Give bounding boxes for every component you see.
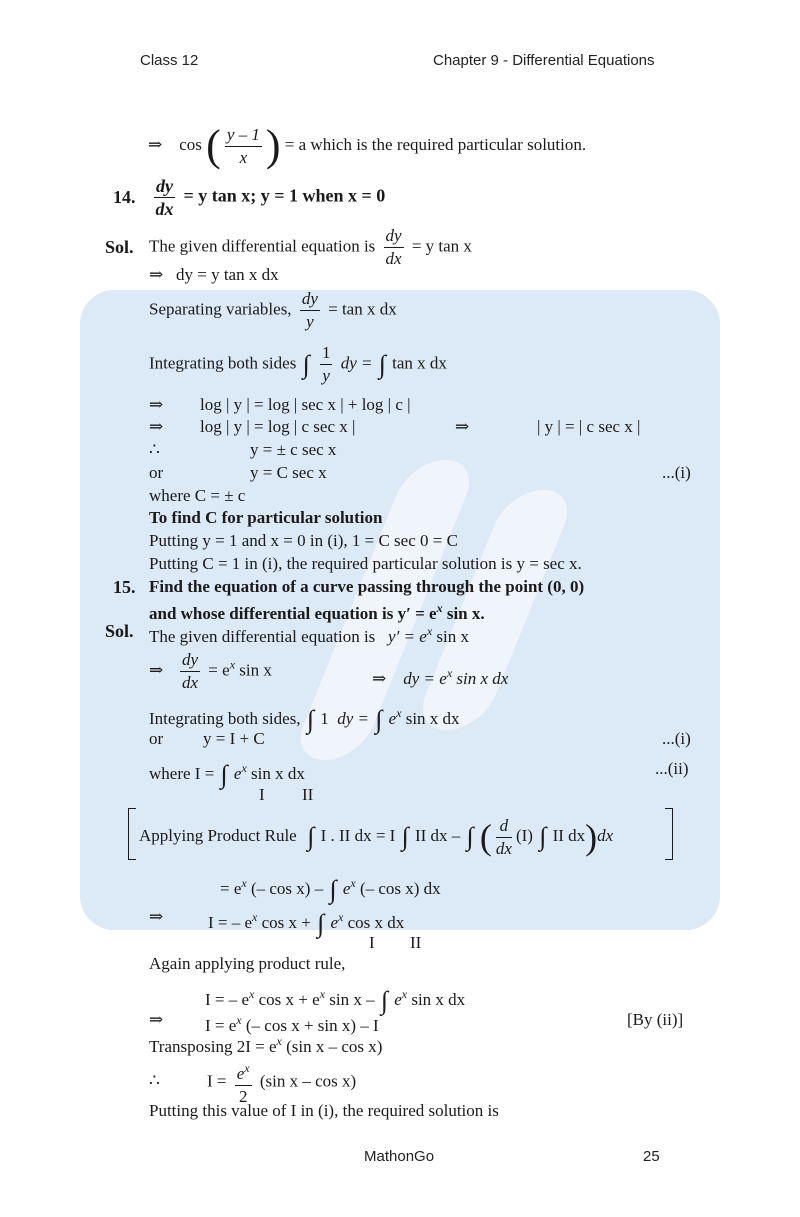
implies-symbol: ⇒ <box>149 395 164 414</box>
footer-brand: MathonGo <box>364 1148 435 1165</box>
numerator <box>235 1058 252 1086</box>
or-label: or <box>149 463 164 482</box>
denominator: x <box>239 147 248 167</box>
text: I = e <box>205 1016 237 1035</box>
text: dy = <box>340 353 373 373</box>
implies-symbol: ⇒ <box>148 134 163 154</box>
text: I = <box>207 1071 227 1091</box>
integral-symbol: ∫ <box>317 909 325 939</box>
sol-label-15: Sol. <box>105 621 134 641</box>
q15-step3 <box>208 907 405 939</box>
integral-symbol: ∫ <box>401 822 409 851</box>
text: Transposing 2I = e <box>149 1037 277 1056</box>
text: = y tan x <box>411 236 472 256</box>
superscript: x <box>229 657 236 672</box>
integral-symbol: ∫ <box>329 875 337 905</box>
putting-line-2: Putting C = 1 in (i), the required particular solution is y = sec x. <box>149 554 582 573</box>
text: (I) <box>515 825 533 845</box>
text: Integrating both sides <box>149 353 297 373</box>
therefore-symbol: ∴ <box>149 1071 160 1090</box>
integral-symbol: ∫ <box>307 822 315 851</box>
text: (– cos x) dx <box>355 879 441 898</box>
statement-text: = y tan x; y = 1 when x = 0 <box>183 185 386 206</box>
class-label: Class 12 <box>140 52 199 69</box>
equation-ref-i: ...(i) <box>662 463 691 482</box>
fraction <box>225 125 262 168</box>
implies-symbol: ⇒ <box>455 417 470 436</box>
q15-step2 <box>220 873 441 905</box>
question-number-15: 15. <box>113 577 136 597</box>
bracket-left <box>128 808 136 860</box>
question-number-14: 14. <box>113 187 136 207</box>
superscript: x <box>236 1013 242 1027</box>
superscript: x <box>338 910 344 924</box>
q15-transpose <box>149 1031 382 1057</box>
implies-symbol: ⇒ <box>372 669 387 688</box>
text: dy = <box>337 709 369 728</box>
integral-symbol: ∫ <box>302 349 310 379</box>
integral-symbol: ∫ <box>539 822 547 851</box>
text: sin x dx <box>407 990 466 1009</box>
integral-symbol: ∫ <box>375 705 383 735</box>
putting-line-1: Putting y = 1 and x = 0 in (i), 1 = C sec 0 = C <box>149 531 458 550</box>
text: cos x + e <box>254 990 320 1009</box>
log-line-2: log | y | = log | c sec x | <box>200 417 356 436</box>
or-label: or <box>149 729 164 748</box>
text: Separating variables, <box>149 299 292 319</box>
bracket-right <box>665 808 673 860</box>
or-line: y = C sec x <box>250 463 327 482</box>
text: sin x dx <box>401 709 460 728</box>
superscript: x <box>426 624 433 638</box>
superscript: x <box>396 706 402 720</box>
find-c-heading: To find C for particular solution <box>149 508 383 527</box>
text: sin x – <box>325 990 375 1009</box>
q15-given <box>149 621 469 647</box>
text: e <box>342 879 351 898</box>
paren-right: ) <box>585 817 598 857</box>
q15-step1 <box>149 650 272 693</box>
sol-label-14: Sol. <box>105 237 134 257</box>
text: (sin x – cos x) <box>259 1071 357 1091</box>
text: (– cos x + sin x) – I <box>241 1016 379 1035</box>
numerator: y – 1 <box>225 125 262 147</box>
fraction <box>180 650 200 693</box>
text: The given differential equation is <box>149 236 376 256</box>
superscript: x <box>244 1061 250 1075</box>
text: cos x + <box>257 913 311 932</box>
superscript: x <box>249 987 255 1001</box>
text: cos x dx <box>343 913 405 932</box>
numerator: d <box>496 816 512 838</box>
text: e <box>236 1064 245 1083</box>
numerator: 1 <box>320 343 333 365</box>
text: sin x <box>432 627 469 646</box>
text: The given differential equation is <box>149 627 376 646</box>
putting-line: Putting this value of I in (i), the required solution is <box>149 1101 499 1120</box>
text: sin x <box>235 660 272 680</box>
superscript: x <box>319 987 325 1001</box>
integral-symbol: ∫ <box>466 822 474 851</box>
numerator: dy <box>384 226 404 248</box>
label-II: II <box>410 933 422 952</box>
by-ii-reference: [By (ii)] <box>627 1010 684 1029</box>
text: (sin x – cos x) <box>281 1037 383 1056</box>
superscript: x <box>350 876 356 890</box>
fraction <box>384 226 404 269</box>
q15-final <box>207 1058 356 1107</box>
line-top-cos <box>148 121 587 170</box>
denominator: dx <box>155 199 174 219</box>
superscript: x <box>401 987 408 1001</box>
product-rule-box <box>128 808 673 860</box>
superscript: x <box>252 910 258 924</box>
q14-separating <box>149 289 397 332</box>
integral-symbol: ∫ <box>380 986 388 1016</box>
text: Integrating both sides, <box>149 709 301 728</box>
question-15-line1: Find the equation of a curve passing through the point (0, 0) <box>149 577 585 596</box>
q15-integrating <box>149 703 460 735</box>
text: (– cos x) – <box>246 879 324 898</box>
text: = e <box>220 879 242 898</box>
q14-line1 <box>149 226 472 269</box>
text: dx <box>597 825 614 845</box>
question-14-statement <box>150 176 385 219</box>
fraction <box>320 343 333 386</box>
text: sin x. <box>442 604 485 623</box>
numerator: dy <box>156 176 173 196</box>
q15-step1-right <box>372 663 508 689</box>
chapter-title: Chapter 9 - Differential Equations <box>433 52 655 69</box>
implies-symbol: ⇒ <box>149 660 164 680</box>
text: y′ = e <box>388 627 427 646</box>
implies-symbol: ⇒ <box>149 1010 164 1029</box>
text: dy = y tan x dx <box>176 265 279 284</box>
denominator: dx <box>182 673 199 692</box>
denominator: dx <box>385 249 402 268</box>
text: sin x dx <box>452 669 509 688</box>
therefore-symbol: ∴ <box>149 440 160 459</box>
text: sin x dx <box>246 764 305 783</box>
cos-text: cos <box>179 134 202 154</box>
integral-symbol: ∫ <box>378 349 386 379</box>
label-I: I <box>369 933 375 952</box>
paren-right: ) <box>265 121 281 170</box>
q14-integrating <box>149 343 447 386</box>
fraction <box>154 176 175 219</box>
paren-left: ( <box>206 121 221 170</box>
equation-ref-ii: ...(ii) <box>655 759 689 778</box>
text: e <box>233 764 242 783</box>
fraction <box>235 1058 252 1107</box>
text: Applying Product Rule <box>139 825 297 845</box>
text: dy = e <box>403 669 447 688</box>
text: I = – e <box>208 913 253 932</box>
q15-step4 <box>205 984 466 1016</box>
text: = e <box>208 660 230 680</box>
therefore-line: y = ± c sec x <box>250 440 337 459</box>
denominator: y <box>322 366 330 385</box>
paren-left: ( <box>479 817 492 857</box>
fraction <box>496 816 512 859</box>
numerator: dy <box>300 289 320 311</box>
denominator: 2 <box>238 1087 248 1106</box>
q15-where-i <box>149 758 305 790</box>
integral-symbol: ∫ <box>306 705 314 735</box>
implies-symbol: ⇒ <box>149 417 164 436</box>
product-rule-content <box>139 815 613 859</box>
label-II: II <box>302 785 314 804</box>
integral-symbol: ∫ <box>220 760 228 790</box>
page-number: 25 <box>643 1148 660 1165</box>
or-line: y = I + C <box>203 729 265 748</box>
text: 1 <box>320 709 329 728</box>
text: tan x dx <box>392 353 447 373</box>
superscript: x <box>241 876 247 890</box>
where-c: where C = ± c <box>149 486 246 505</box>
text: I . II dx = I <box>320 825 396 845</box>
label-I: I <box>259 785 265 804</box>
text: II dx <box>552 825 586 845</box>
superscript: x <box>276 1034 282 1048</box>
log-line-1: log | y | = log | sec x | + log | c | <box>200 395 411 414</box>
superscript: x <box>436 601 443 615</box>
numerator: dy <box>180 650 200 672</box>
text: I = – e <box>205 990 250 1009</box>
log-line-2-right: | y | = | c sec x | <box>537 417 641 436</box>
superscript: x <box>446 666 453 680</box>
text: and whose differential equation is y′ = e <box>149 604 437 623</box>
text: e <box>394 990 402 1009</box>
fraction <box>300 289 320 332</box>
denominator: dx <box>495 838 512 858</box>
text: e <box>330 913 339 932</box>
superscript: x <box>241 761 247 775</box>
again-applying: Again applying product rule, <box>149 954 346 973</box>
q14-line2 <box>149 265 279 285</box>
implies-symbol: ⇒ <box>149 265 164 284</box>
text: II dx – <box>414 825 461 845</box>
text: where I = <box>149 764 215 783</box>
text: = tan x dx <box>328 299 397 319</box>
implies-symbol: ⇒ <box>149 907 164 926</box>
line-tail: = a which is the required particular solution. <box>284 134 587 154</box>
equation-ref-i: ...(i) <box>662 729 691 748</box>
denominator: y <box>306 312 314 331</box>
text: e <box>388 709 397 728</box>
